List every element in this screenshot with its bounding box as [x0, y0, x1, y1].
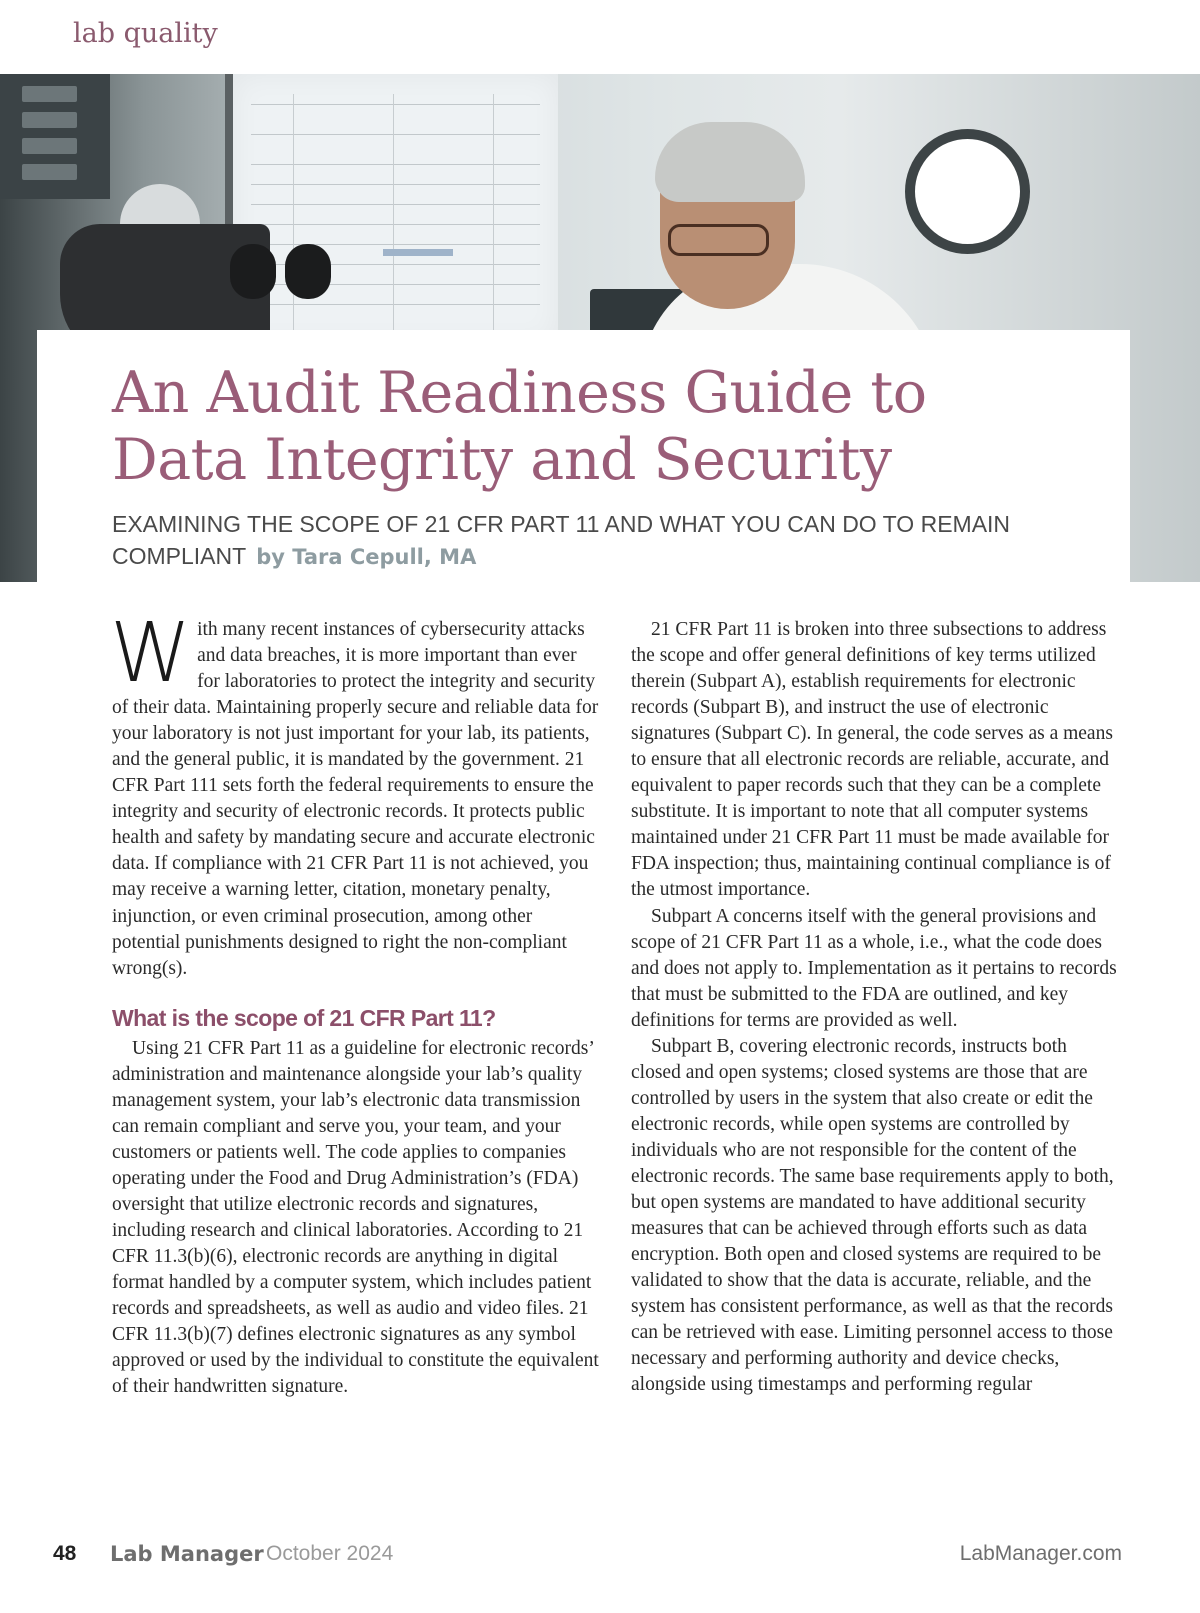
dropcap: W [110, 606, 192, 701]
page-footer [0, 1542, 1200, 1572]
issue-date: October 2024 [266, 1542, 394, 1565]
section-label: lab quality [73, 18, 218, 49]
subpart-b-paragraph: Subpart B, covering electronic records, instructs both closed and open systems; closed systems are those that are controlled by users in the system that also create or edit the electronic records, while open systems are controlled by individuals who are not responsible for the content of the electronic records. The same base requirements apply to both, but open systems are mandated to have additional security measures that can be achieved through efforts such as data encryption. Both open and closed systems are required to be validated to show that the data is accurate, reliable, and the system has consistent performance, as well as that the records can be retrieved with ease. Limiting personnel access to those necessary and performing authority and device checks, alongside using timestamps and performing regular [631, 1035, 1114, 1396]
subpart-a-paragraph: Subpart A concerns itself with the general provisions and scope of 21 CFR Part 11 as a whole, i.e., what the code does and does not apply to. Implementation as it pertains to records that must be submitted to the FDA are outlined, and key definitions for terms are provided as well. [631, 905, 1117, 1031]
intro-paragraph: ith many recent instances of cybersecurity attacks and data breaches, it is more important than ever for laboratories to protect the integrity and security of their data. Maintaining properly secure and reliable data for your laboratory is not just important for your lab, its patients, and the general public, it is mandated by the government. 21 CFR Part 111 sets forth the federal requirements to ensure the integrity and security of electronic records. It protects public health and safety by mandating secure and accurate electronic data. If compliance with 21 CFR Part 11 is not achieved, you may receive a warning letter, citation, monetary penalty, injunction, or even criminal prosecution, among other potential punishments designed to right the non-compliant wrong(s). [112, 619, 599, 979]
title-line-2: Data Integrity and Security [112, 427, 892, 493]
scope-paragraph: Using 21 CFR Part 11 as a guideline for electronic records’ administration and maintenance alongside your lab’s quality management system, your lab’s electronic data transmission can remain compliant and serve you, your team, and your customers or patients well. The code applies to companies operating under the Food and Drug Administration’s (FDA) oversight that utilize electronic records and signatures, including research and clinical laboratories. According to 21 CFR 11.3(b)(6), electronic records are anything in digital format handled by a computer system, which includes patient records and spreadsheets, as well as audio and video files. 21 CFR 11.3(b)(7) defines electronic signatures as any symbol approved or used by the individual to constitute the equivalent of their handwritten signature. [112, 1037, 599, 1398]
article-subtitle [112, 508, 1112, 573]
left-column [110, 606, 600, 1400]
round-window [905, 129, 1030, 254]
microscope-eyepiece [230, 244, 276, 299]
subsections-paragraph: 21 CFR Part 11 is broken into three subsections to address the scope and offer general definitions of key terms utilized therein (Subpart A), establish requirements for electronic records (Subpart B), and instruct the use of electronic signatures (Subpart C). In general, the code serves as a means to ensure that all electronic records are reliable, accurate, and equivalent to paper records such that they can be a complete substitute. It is important to note that all computer systems maintained under 21 CFR Part 11 must be made available for FDA inspection; thus, maintaining continual compliance is of the utmost importance. [631, 619, 1113, 901]
title-line-1: An Audit Readiness Guide to [112, 360, 927, 426]
microscope-eyepiece [285, 244, 331, 299]
website-link[interactable]: LabManager.com [959, 1542, 1122, 1565]
monitor [225, 74, 558, 350]
page-number: 48 [53, 1542, 77, 1565]
byline: by Tara Cepull, MA [256, 545, 477, 569]
scientist-hair [655, 122, 805, 202]
article-title [112, 360, 1072, 494]
magazine-name: Lab Manager [110, 1542, 264, 1566]
section-heading: What is the scope of 21 CFR Part 11? [112, 1004, 496, 1031]
subtitle-text: EXAMINING THE SCOPE OF 21 CFR PART 11 AND WHAT YOU CAN DO TO REMAIN COMPLIANT [112, 511, 1011, 569]
background-screen [0, 74, 110, 199]
right-column [631, 617, 1119, 1398]
glasses [668, 224, 769, 256]
